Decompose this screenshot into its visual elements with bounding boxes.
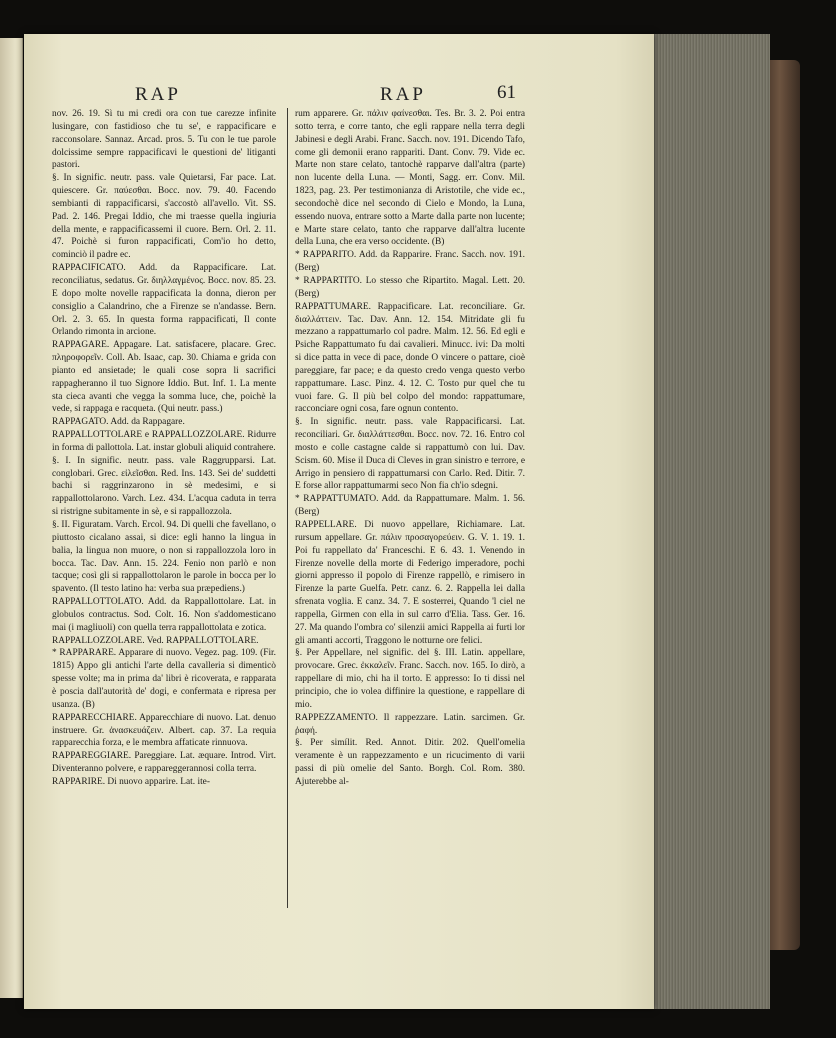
dictionary-entry: RAPPEZZAMENTO. Il rappezzare. Latin. sarcimen. Gr. ῥαφή. [295,712,525,736]
dictionary-entry: §. Per Appellare, nel signific. del §. III. Latin. appellare, provocare. Grec. ἐκκαλεῖν. Franc. Sacch. nov. 165. Io dirò, a rappellare di mio, chi ha il torto. E appresso: Io ti dissi nel principio, che io volea diffinire la questione, e rappellare di mio. [295,648,525,710]
dictionary-entry: RAPPELLARE. Di nuovo appellare, Richiamare. Lat. rursum appellare. Gr. πάλιν προσαγορεύειν. G. V. 1. 19. 1. Poi fu rappellato da' Franceschi. E 6. 43. 1. Venendo in Firenze novelle della morte di Federigo imperadore, pochi giorni appresso il popolo di Firenze rappellò, e rimisero in Firenze la parte Guelfa. Petr. canz. 6. 2. Rappella lei dalla sfrenata voglia. E canz. 34. 7. E sosterrei, Quando 'l ciel ne rappella, Girmen con ella in sul carro d'Elia. Tass. Ger. 16. 27. Ma quando l'ombra co' silenzii amici Rappella ai furti lor gli amanti accorti, Traggono le notturne ore felici. [295,520,525,646]
running-head-center: RAP [380,84,426,105]
dictionary-entry: §. In signific. neutr. pass. vale Rappacificarsi. Lat. reconciliari. Gr. διαλλάττεσθαι. Bocc. nov. 72. 16. Entro col mosto e colle castagne calde si rappattumò con lui. Dav. Scism. 60. Mise il Duca di Cleves in gran sinistro e terrore, e Arrigo in pensiero di rappattumarsi con Carlo. Red. Ditir. 7. E forse allor rappattumarmi seco Non fia ch'io sdegni. [295,417,525,492]
page-number: 61 [497,82,516,103]
dictionary-entry: nov. 26. 19. Sì tu mi credi ora con tue carezze infinite lusingare, con fastidioso che tu se', e rappacificare e racconsolare. Sannaz. Arcad. pros. 5. Tu con le tue parole dolcissime sempre rappacificavi le questioni de' litiganti pastori. [52,109,276,171]
dictionary-entry: * RAPPARITO. Add. da Rapparire. Franc. Sacch. nov. 191. (Berg) [295,250,525,274]
dictionary-entry: RAPPALLOTTOLATO. Add. da Rappallottolare. Lat. in globulos contractus. Sod. Colt. 16. Non s'addomesticano mai (i magliuoli) con quella terra rappallottolata e zotica. [52,597,276,633]
dictionary-entry: §. Per simílit. Red. Annot. Ditir. 202. Quell'omelia veramente è un rappezzamento e un ricucimento di varii passi di più omelie del Santo. Borgh. Col. Rom. 380. Ajuterebbe al- [295,738,525,787]
dictionary-entry: RAPPACIFICATO. Add. da Rappacificare. Lat. reconciliatus, sedatus. Gr. διηλλαγμένος. Bocc. nov. 85. 23. E dopo molte novelle rappacificata la donna, dieron per consiglio a Calandrino, che a Firenze se n'andasse. Bern. Orl. 2. 3. 65. In questa forma rappacificati, Il conte Orlando rimonta in arcione. [52,263,276,338]
dictionary-entry: * RAPPARTITO. Lo stesso che Ripartito. Magal. Lett. 20. (Berg) [295,275,525,299]
right-column [295,108,525,789]
dictionary-entry: RAPPARIRE. Di nuovo apparire. Lat. ite- [52,776,210,787]
left-column [52,108,276,789]
dictionary-entry: * RAPPARARE. Apparare di nuovo. Vegez. pag. 109. (Fir. 1815) Appo gli antichi l'arte della cavalleria si dimenticò spesse volte; ma in prima da' libri è ricoverata, e rapparata è poscia dall'autorità de' dogi, e confermata e ripresa per usanza. (B) [52,648,276,710]
dictionary-entry: RAPPARECCHIARE. Apparecchiare di nuovo. Lat. denuo instruere. Gr. ἀνασκευάζειν. Albert. cap. 37. La requia rapparecchia forza, e le membra affaticate rinnuova. [52,712,276,749]
book-cover [766,60,800,950]
dictionary-entry: RAPPATTUMARE. Rappacificare. Lat. reconciliare. Gr. διαλλάττειν. Tac. Dav. Ann. 12. 154. Mitridate gli fu mezzano a rappattumarlo col padre. Malm. 12. 56. Ed egli e Psiche Rappattumato fu dai cavalieri. Minucc. ivi: Da molti si dice patta in vece di pace, donde O vincere o pattare, cioè pareggiare, far pace; e da questo credo venga questo verbo rappattumare. Lasc. Pinz. 4. 12. C. Tosto pur quel che tu vuoi fare. G. Il più bel colpo del mondo: rappattumare, racconciare ogni cosa, fare ognun contento. [295,301,525,415]
dictionary-entry: rum apparere. Gr. πάλιν φαίνεσθαι. Tes. Br. 3. 2. Poi entra sotto terra, e corre tanto, che egli rappare nella terra degli Jabinesi e degli Arabi. Franc. Sacch. nov. 191. Dicendo Tafo, come gli demonii erano rappariti. Dant. Conv. 79. Vide ec. Marte non stare celato, tantochè rapparve dall'altra (parte) non lucente della Luna. — Monti, Sagg. err. Conv. Mil. 1823, pag. 23. Per testimonianza di Aristotile, che vide ec., secondochè dice nel secondo di Cielo e Mondo, la Luna, essendo nuova, entrare sotto a Marte dalla parte non lucente; e Marte stare celato, tanto che rapparve dall'altra lucente della Luna, che era verso occidente. (B) [295,109,525,248]
facing-page-edge [0,38,23,998]
dictionary-entry: RAPPALLOZZOLARE. Ved. RAPPALLOTTOLARE. [52,635,259,646]
column-divider [287,108,288,908]
dictionary-entry: RAPPAGATO. Add. da Rappagare. [52,417,185,428]
dictionary-entry: §. II. Figuratam. Varch. Ercol. 94. Di quelli che favellano, o piuttosto cicalano assai, si dice: egli hanno la lingua in balia, la lingua non muore, o non si rappallozzola loro in bocca. Tac. Dav. Ann. 15. 224. Fenio non parlò e non tacque; così gli si rappallottolaron le parole in bocca per lo spavento. (Il testo latino ha: verba sua præpediens.) [52,520,276,595]
dictionary-entry: RAPPALLOTTOLARE e RAPPALLOZZOLARE. Ridurre in forma di pallottola. Lat. instar globuli aliquid contrahere. [52,430,276,453]
running-head-left: RAP [135,84,181,105]
dictionary-entry: RAPPAREGGIARE. Pareggiare. Lat. æquare. Introd. Virt. Diventeranno polvere, e rappareggerannosi colla terra. [52,751,276,775]
dictionary-entry: §. I. In signific. neutr. pass. vale Raggrupparsi. Lat. conglobari. Grec. εἰλεῖσθαι. Red. Ins. 143. Sei de' suddetti bachi si raggrinzarono in sè medesimi, e si rappallottolarono. Varch. Lez. 434. L'acqua caduta in terra si ristrigne subitamente in sè, e si rappallozzola. [52,455,276,518]
dictionary-entry: * RAPPATTUMATO. Add. da Rappattumare. Malm. 1. 56. (Berg) [295,494,525,518]
dictionary-entry: RAPPAGARE. Appagare. Lat. satisfacere, placare. Grec. πληροφορεῖν. Coll. Ab. Isaac, cap. 30. Chiama e grida con pianto ed ansietade; le quali cose sopra li sacrifici rappagheranno il tuo Signore Iddio. But. Inf. 1. La mente sta cieca avanti che vegga la somma luce, che, poichè la vede, si rappaga e racqueta. (Qui neutr. pass.) [52,340,276,415]
dictionary-entry: §. In signific. neutr. pass. vale Quietarsi, Far pace. Lat. quiescere. Gr. παύεσθαι. Bocc. nov. 79. 40. Facendo sembianti di rappacificarsi, s'accostò all'avello. Vit. SS. Pad. 2. 146. Pregai Iddio, che mi traesse quella ingiuria della mente, e rappacificassemi il cuore. Bern. Orl. 2. 11. 47. Poichè si furon rappacificati, Com'io ho detto, cominciò il padre ec. [52,173,276,261]
page-stack-edge [652,34,770,1009]
